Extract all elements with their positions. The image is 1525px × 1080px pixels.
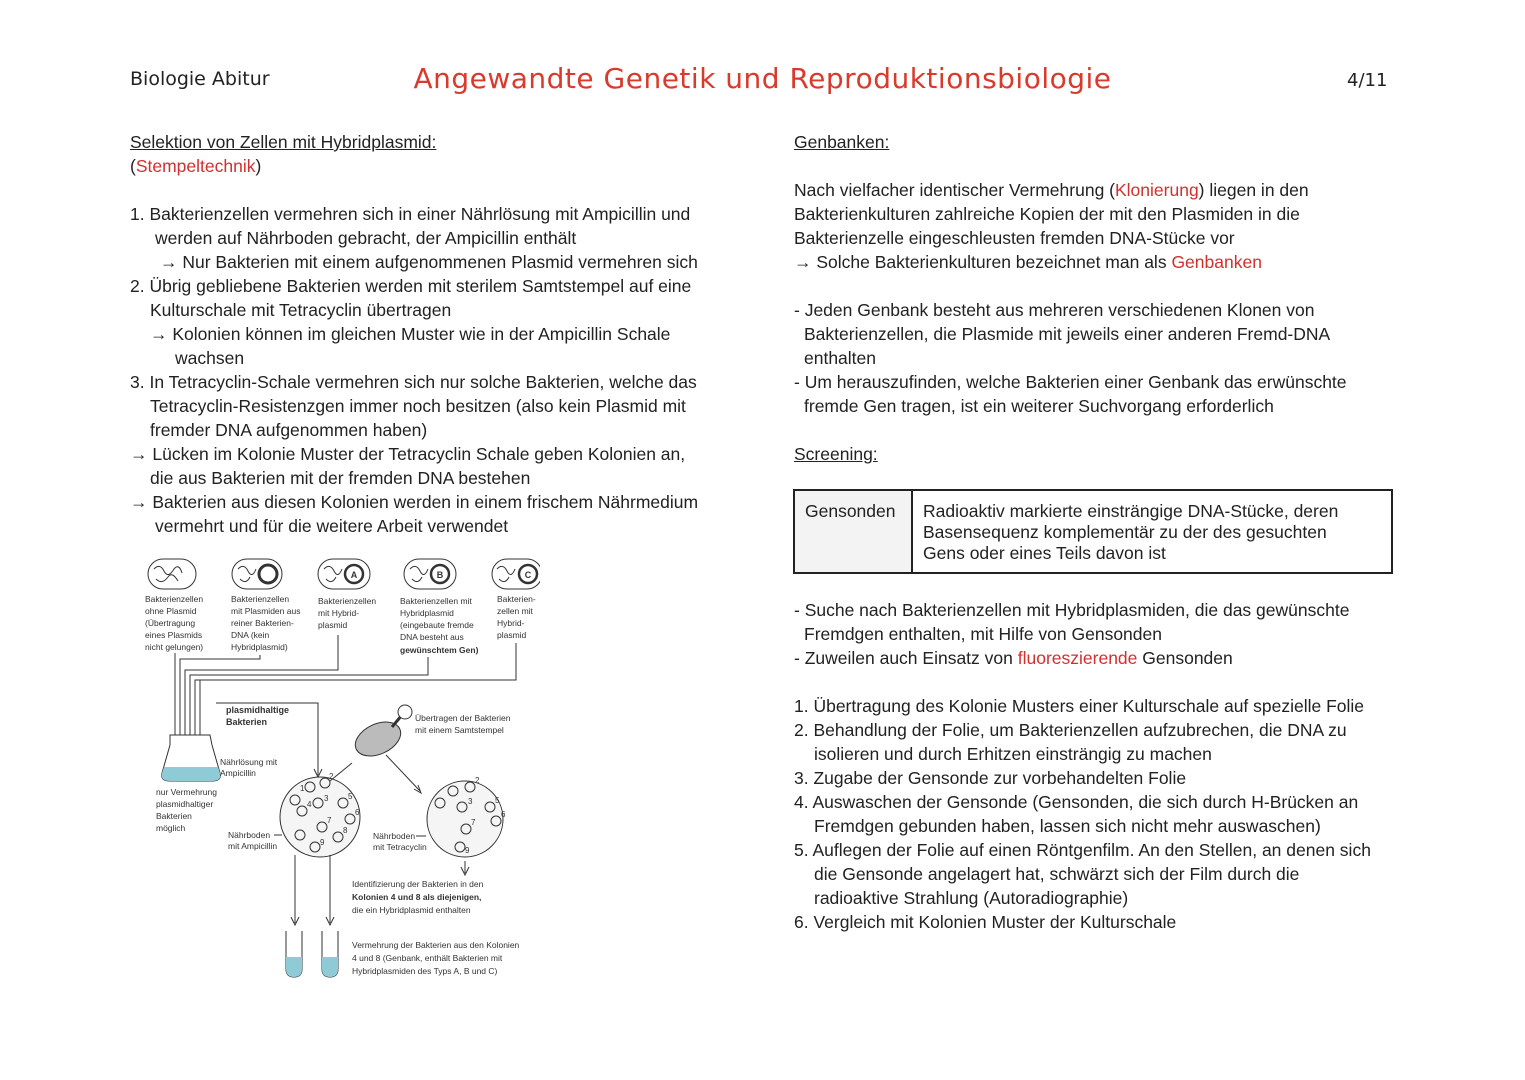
svg-text:2: 2 [475, 776, 480, 785]
genbank-section [794, 130, 889, 154]
cell-caption: Hybridplasmid) [231, 642, 288, 652]
step-line: Tetracyclin-Resistenzgen immer noch besitzen (also kein Plasmid mit [150, 396, 686, 416]
identification-label: Kolonien 4 und 8 als diejenigen, [352, 892, 482, 902]
cell-caption: Hybridplasmid [400, 608, 454, 618]
selection-heading: Selektion von Zellen mit Hybridplasmid: [130, 132, 437, 152]
plasmid-bacteria-label: plasmidhaltige [226, 705, 290, 715]
bacterium-cell-no-plasmid [148, 559, 196, 589]
multiply-label: 4 und 8 (Genbank, enthält Bakterien mit [352, 953, 503, 963]
cell-caption: gewünschtem Gen) [400, 645, 479, 655]
flask [162, 735, 221, 781]
svg-text:9: 9 [320, 838, 325, 847]
genbank-paragraph: Nach vielfacher identischer Vermehrung (Klonierung) liegen in den Bakterienkulturen zahlreiche Kopien der mit den Plasmiden in die Bakterienzelle eingeschleusten fremden DNA-Stücke vor → Solche Bakterienkulturen bezeichnet man als Genbanken [794, 180, 1309, 272]
step-line: 2. Behandlung der Folie, um Bakterienzellen aufzubrechen, die DNA zu [794, 720, 1347, 740]
cell-caption: DNA besteht aus [400, 632, 464, 642]
step-line: 3. In Tetracyclin-Schale vermehren sich nur solche Bakterien, welche das [130, 372, 697, 392]
solution-label: Nährlösung mit [220, 757, 278, 767]
page-number: 4/11 [1347, 70, 1388, 91]
step-line: 1. Übertragung des Kolonie Musters einer Kulturschale auf spezielle Folie [794, 696, 1365, 716]
identification-label: die ein Hybridplasmid enthalten [352, 905, 471, 915]
gene-probe-table [793, 489, 1393, 574]
cell-caption: mit Hybrid- [318, 608, 360, 618]
badge-b: B [436, 570, 444, 580]
step-line: Kulturschale mit Tetracyclin übertragen [150, 300, 452, 320]
selection-steps [130, 202, 698, 538]
bacterium-cell-hybrid-b [404, 559, 456, 589]
step-line: 5. Auflegen der Folie auf einen Röntgenfilm. An den Stellen, an denen sich [794, 840, 1371, 860]
cell-caption: (eingebaute fremde [400, 620, 474, 630]
step-line: Fremdgen gebunden haben, lassen sich nicht mehr auswaschen) [814, 816, 1321, 836]
step-line: die Gensonde angelagert hat, schwärzt sich der Film durch die [814, 864, 1300, 884]
genbank-bullets: - Jeden Genbank besteht aus mehreren verschiedenen Klonen von Bakterienzellen, die Plasmide mit jeweils einer anderen Fremd-DNA enthalten - Um herauszufinden, welche Bakterien einer Genbank das erwünschte fremde Gen tragen, ist ein weiterer Suchvorgang erforderlich [794, 300, 1347, 416]
step-line: 4. Auswaschen der Gensonde (Gensonden, die sich durch H-Brücken an [794, 792, 1359, 812]
cell-caption: DNA (kein [231, 630, 270, 640]
svg-text:5: 5 [348, 792, 353, 801]
step-line: → Kolonien können im gleichen Muster wie in der Ampicillin Schale [150, 324, 671, 344]
svg-text:9: 9 [465, 846, 470, 855]
badge-a: A [350, 570, 358, 580]
step-line: die aus Bakterien mit der fremden DNA bestehen [150, 468, 531, 488]
course-label: Biologie Abitur [130, 68, 270, 90]
svg-text:5: 5 [495, 796, 500, 805]
screening-section [794, 442, 878, 466]
step-line: → Nur Bakterien mit einem aufgenommenen Plasmid vermehren sich [160, 252, 698, 272]
svg-text:7: 7 [327, 816, 332, 825]
page-title: Angewandte Genetik und Reproduktionsbiologie [413, 62, 1112, 95]
growth-label: möglich [156, 823, 186, 833]
svg-text:7: 7 [471, 818, 476, 827]
multiply-label: Vermehrung der Bakterien aus den Kolonien [352, 940, 520, 950]
growth-label: nur Vermehrung [156, 787, 217, 797]
stamp-label: Übertragen der Bakterien [415, 713, 511, 723]
tet-plate-label: mit Tetracyclin [373, 842, 427, 852]
amp-plate-label: mit Ampicillin [228, 841, 278, 851]
svg-text:6: 6 [355, 808, 360, 817]
table-term: Gensonden [794, 490, 912, 573]
svg-text:3: 3 [324, 794, 329, 803]
bacterium-cell-hybrid-c [492, 559, 540, 589]
solution-label: Ampicillin [220, 768, 256, 778]
step-line: → Lücken im Kolonie Muster der Tetracyclin Schale geben Kolonien an, [130, 444, 686, 464]
table-definition: Radioaktiv markierte einsträngige DNA-Stücke, deren Basensequenz komplementär zu der des gesuchten Gens oder eines Teils davon ist [912, 490, 1392, 573]
cell-caption: (Übertragung [145, 618, 196, 628]
bacterium-cell-hybrid-a [318, 559, 370, 589]
svg-text:8: 8 [343, 826, 348, 835]
stamp-technique-figure [140, 555, 540, 990]
amp-plate-label: Nährboden [228, 830, 271, 840]
multiply-label: Hybridplasmiden des Typs A, B und C) [352, 966, 498, 976]
cell-caption: Bakterien- [497, 594, 536, 604]
cell-caption: zellen mit [497, 606, 533, 616]
svg-text:4: 4 [307, 800, 312, 809]
step-line: 3. Zugabe der Gensonde zur vorbehandelten Folie [794, 768, 1187, 788]
screening-bullets: - Suche nach Bakterienzellen mit Hybridplasmiden, die das gewünschte Fremdgen enthalten, mit Hilfe von Gensonden - Zuweilen auch Einsatz von fluoreszierende Gensonden [794, 600, 1350, 668]
growth-label: plasmidhaltiger [156, 799, 214, 809]
stamp-label: mit einem Samtstempel [415, 725, 504, 735]
svg-text:3: 3 [468, 797, 473, 806]
cell-caption: eines Plasmids [145, 630, 203, 640]
tet-plate-label: Nährboden [373, 831, 416, 841]
svg-text:2: 2 [329, 772, 334, 781]
step-line: werden auf Nährboden gebracht, der Ampicillin enthält [155, 228, 577, 248]
cell-caption: Bakterienzellen mit [400, 596, 472, 606]
cell-caption: Hybrid- [497, 618, 525, 628]
bacterium-cell-pure-plasmid [232, 559, 282, 589]
stamp-technique-subtitle: (Stempeltechnik) [130, 156, 262, 176]
screening-heading: Screening: [794, 444, 878, 464]
svg-text:6: 6 [501, 810, 506, 819]
cell-caption: Bakterienzellen [318, 596, 377, 606]
growth-label: Bakterien [156, 811, 192, 821]
test-tubes [286, 931, 338, 977]
velvet-stamp [350, 705, 412, 763]
cell-caption: Bakterienzellen [231, 594, 290, 604]
identification-label: Identifizierung der Bakterien in den [352, 879, 484, 889]
cell-caption: reiner Bakterien- [231, 618, 294, 628]
step-line: 2. Übrig gebliebene Bakterien werden mit sterilem Samtstempel auf eine [130, 276, 692, 296]
step-line: fremder DNA aufgenommen haben) [150, 420, 428, 440]
step-line: → Bakterien aus diesen Kolonien werden in einem frischem Nährmedium [130, 492, 699, 512]
svg-text:1: 1 [300, 784, 305, 793]
badge-c: C [524, 570, 532, 580]
step-line: 6. Vergleich mit Kolonien Muster der Kulturschale [794, 912, 1177, 932]
cell-caption: plasmid [497, 630, 527, 640]
cell-caption: nicht gelungen) [145, 642, 204, 652]
step-line: radioaktive Strahlung (Autoradiographie) [814, 888, 1129, 908]
cell-caption: Bakterienzellen [145, 594, 204, 604]
screening-steps [794, 694, 1371, 934]
step-line: isolieren und durch Erhitzen einsträngig zu machen [814, 744, 1212, 764]
left-section [130, 130, 436, 178]
step-line: wachsen [175, 348, 245, 368]
step-line: vermehrt und für die weitere Arbeit verwendet [155, 516, 509, 536]
cell-caption: ohne Plasmid [145, 606, 197, 616]
cell-caption: plasmid [318, 620, 348, 630]
genbank-heading: Genbanken: [794, 132, 890, 152]
step-line: 1. Bakterienzellen vermehren sich in einer Nährlösung mit Ampicillin und [130, 204, 691, 224]
plasmid-bacteria-label: Bakterien [226, 717, 268, 727]
cell-caption: mit Plasmiden aus [231, 606, 301, 616]
